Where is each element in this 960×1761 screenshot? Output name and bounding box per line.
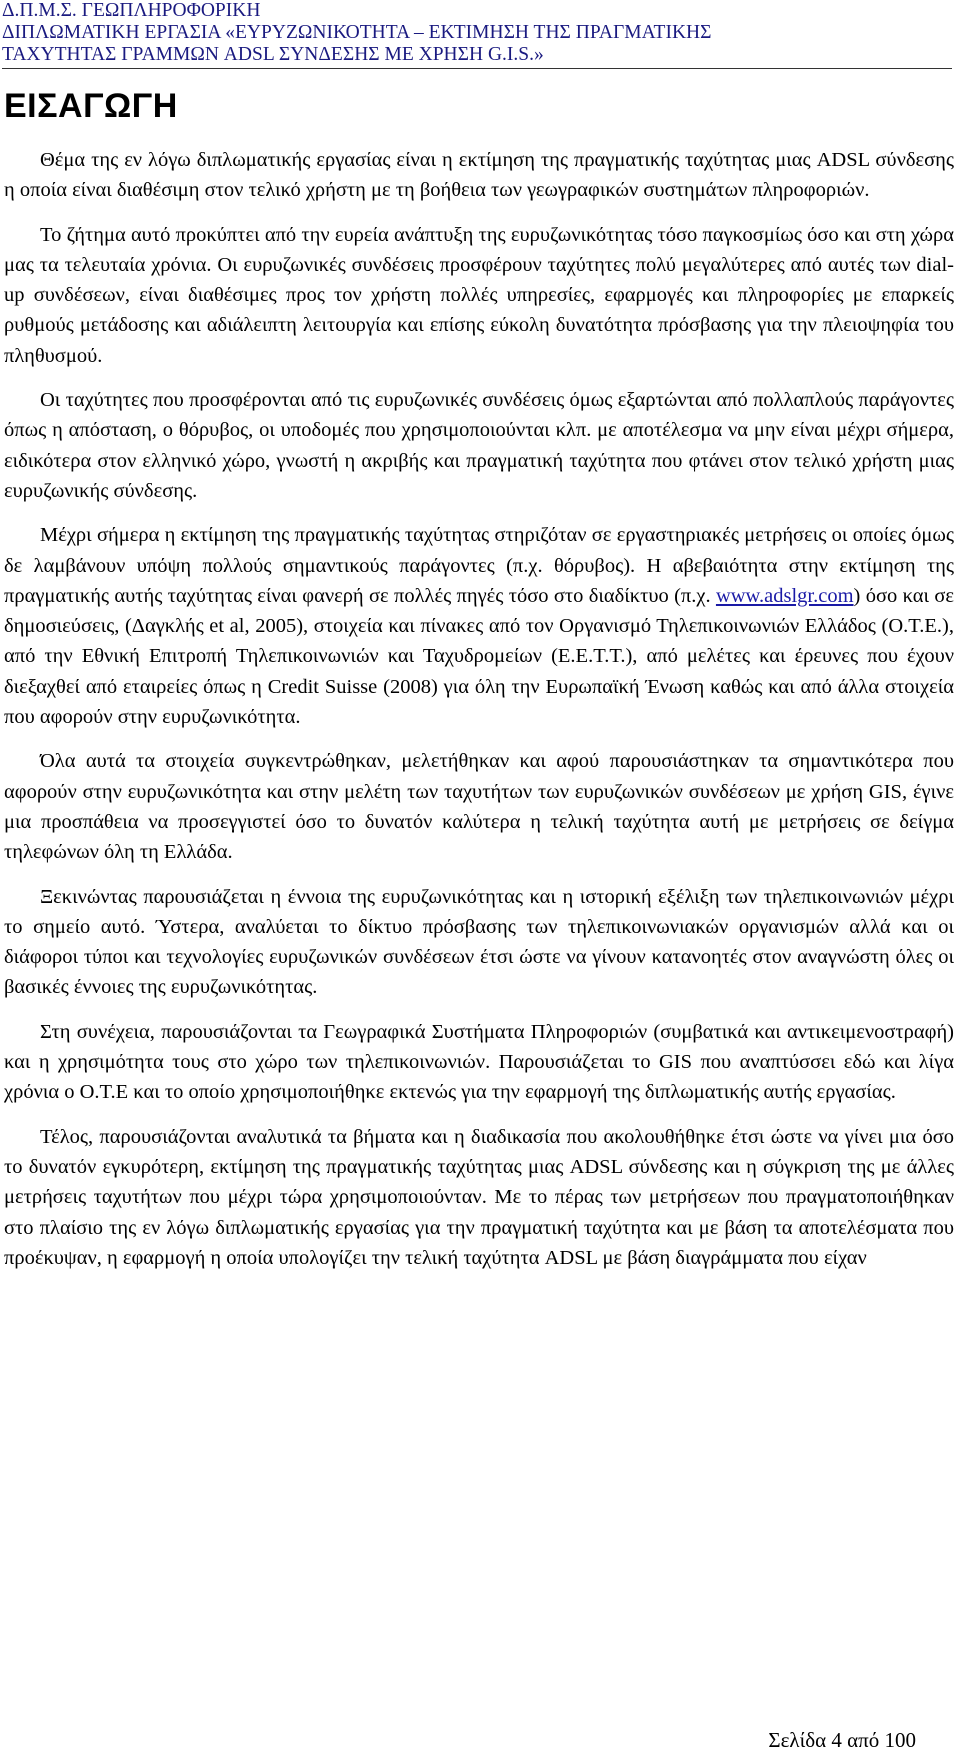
section-title: ΕΙΣΑΓΩΓΗ (4, 87, 178, 125)
paragraph-8: Τέλος, παρουσιάζονται αναλυτικά τα βήματα και η διαδικασία που ακολουθήθηκε έτσι ώστε να γίνει μια όσο το δυνατόν εγκυρότερη, εκτίμηση της πραγματικής ταχύτητας μιας ADSL σύνδεσης και η σύγκριση της με άλλες μετρήσεις ταχυτήτων που μέχρι τώρα χρησιμοποιούνταν. Με το πέρας των μετρήσεων που πραγματοποιήθηκαν στο πλαίσιο της εν λόγω διπλωματικής εργασίας για την πραγματική ταχύτητα και με βάση τα αποτελέσματα που προέκυψαν, η εφαρμογή η οποία υπολογίζει την τελική ταχύτητα ADSL με βάση διαγράμματα που είχαν (4, 1125, 954, 1269)
paragraph-2: Το ζήτημα αυτό προκύπτει από την ευρεία ανάπτυξη της ευρυζωνικότητας τόσο παγκοσμίως όσο και στη χώρα μας τα τελευταία χρόνια. Οι ευρυζωνικές συνδέσεις προσφέρουν ταχύτητες πολύ μεγαλύτερες από αυτές των dial-up συνδέσεων, είναι διαθέσιμες προς τον χρήστη πολλές υπηρεσίες, εφαρμογές και πληροφορίες με επαρκείς ρυθμούς μετάδοσης και αδιάλειπτη λειτουργία και επίσης εύκολη δυνατότητα πρόσβασης για την πλειοψηφία του πληθυσμού. (4, 223, 954, 367)
paragraph-5: Όλα αυτά τα στοιχεία συγκεντρώθηκαν, μελετήθηκαν και αφού παρουσιάστηκαν τα σημαντικότερα που αφορούν στην ευρυζωνικότητα και στην μελέτη των ταχυτήτων των ευρυζωνικών συνδέσεων με χρήση GIS, έγινε μια προσπάθεια να προσεγγιστεί όσο το δυνατόν καλύτερα η τελική ταχύτητα αυτή με μετρήσεις σε δείγμα τηλεφώνων όλη τη Ελλάδα. (4, 750, 954, 864)
header-thesis-title-line-2: ΤΑΧΥΤΗΤΑΣ ΓΡΑΜΜΩΝ ADSL ΣΥΝΔΕΣΗΣ ΜΕ ΧΡΗΣΗ G.I.S.» (2, 44, 544, 65)
header-thesis-title-line-1: ΔΙΠΛΩΜΑΤΙΚΗ ΕΡΓΑΣΙΑ «ΕΥΡΥΖΩΝΙΚΟΤΗΤΑ – ΕΚΤΙΜΗΣΗ ΤΗΣ ΠΡΑΓΜΑΤΙΚΗΣ (2, 22, 712, 43)
page-number-footer: Σελίδα 4 από 100 (768, 1728, 916, 1752)
paragraph-4 (4, 520, 954, 732)
running-header (2, 0, 952, 69)
paragraph-6: Ξεκινώντας παρουσιάζεται η έννοια της ευρυζωνικότητας και η ιστορική εξέλιξη των τηλεπικοινωνιών μέχρι το σημείο αυτό. Ύστερα, αναλύεται το δίκτυο πρόσβασης των τηλεπικοινωνιακών οργανισμών αλλά και οι διάφοροι τύποι και τεχνολογίες ευρυζωνικών συνδέσεων έτσι ώστε να γίνουν κατανοητές στον αναγνώστη όλες οι βασικές έννοιες της ευρυζωνικότητας. (4, 885, 954, 999)
header-program-line: Δ.Π.Μ.Σ. ΓΕΩΠΛΗΡΟΦΟΡΙΚΗ (2, 0, 261, 21)
paragraph-4-text-after-link: ) όσο και σε δημοσιεύσεις, (Δαγκλής et al, 2005), στοιχεία και πίνακες από τον Οργανισμό Τηλεπικοινωνιών Ελλάδος (Ο.Τ.Ε.), από την Εθνική Επιτροπή Τηλεπικοινωνιών και Ταχυδρομείων (Ε.Ε.Τ.Τ.), από μελέτες και έρευνες που έχουν διεξαχθεί από εταιρείες όπως η Credit Suisse (2008) για όλη την Ευρωπαϊκή Ένωση καθώς και από άλλα στοιχεία που αφορούν στην ευρυζωνικότητα. (4, 584, 954, 729)
paragraph-1: Θέμα της εν λόγω διπλωματικής εργασίας είναι η εκτίμηση της πραγματικής ταχύτητας μιας ADSL σύνδεσης η οποία είναι διαθέσιμη στον τελικό χρήστη με τη βοήθεια των γεωγραφικών συστημάτων πληροφοριών. (4, 149, 954, 202)
paragraph-4-text-before-link: Μέχρι σήμερα η εκτίμηση της πραγματικής ταχύτητας στηριζόταν σε εργαστηριακές μετρήσεις οι οποίες όμως δε λαμβάνουν υπόψη πολλούς σημαντικούς παράγοντες (π.χ. θόρυβος). Η αβεβαιότητα στην εκτίμηση της πραγματικής αυτής ταχύτητας είναι φανερή σε πολλές πηγές τόσο στο διαδίκτυο (π.χ. (4, 524, 954, 607)
paragraph-3: Οι ταχύτητες που προσφέρονται από τις ευρυζωνικές συνδέσεις όμως εξαρτώνται από πολλαπλούς παράγοντες όπως η απόσταση, ο θόρυβος, οι υποδομές που χρησιμοποιούνται κλπ. με αποτέλεσμα να μην είναι μέχρι σήμερα, ειδικότερα στον ελληνικό χώρο, γνωστή η ακριβής και πραγματική ταχύτητα που φτάνει στον τελικό χρήστη μιας ευρυζωνικής σύνδεσης. (4, 389, 954, 502)
adslgr-link[interactable]: www.adslgr.com (715, 584, 854, 607)
document-body (4, 145, 954, 1287)
paragraph-7: Στη συνέχεια, παρουσιάζονται τα Γεωγραφικά Συστήματα Πληροφοριών (συμβατικά και αντικειμενοστραφή) και η χρησιμότητα τους στο χώρο των τηλεπικοινωνιών. Παρουσιάζεται το GIS που αναπτύσσει εδώ και λίγα χρόνια ο Ο.Τ.Ε και το οποίο χρησιμοποιήθηκε εκτενώς για την εφαρμογή της διπλωματικής αυτής εργασίας. (4, 1020, 954, 1104)
